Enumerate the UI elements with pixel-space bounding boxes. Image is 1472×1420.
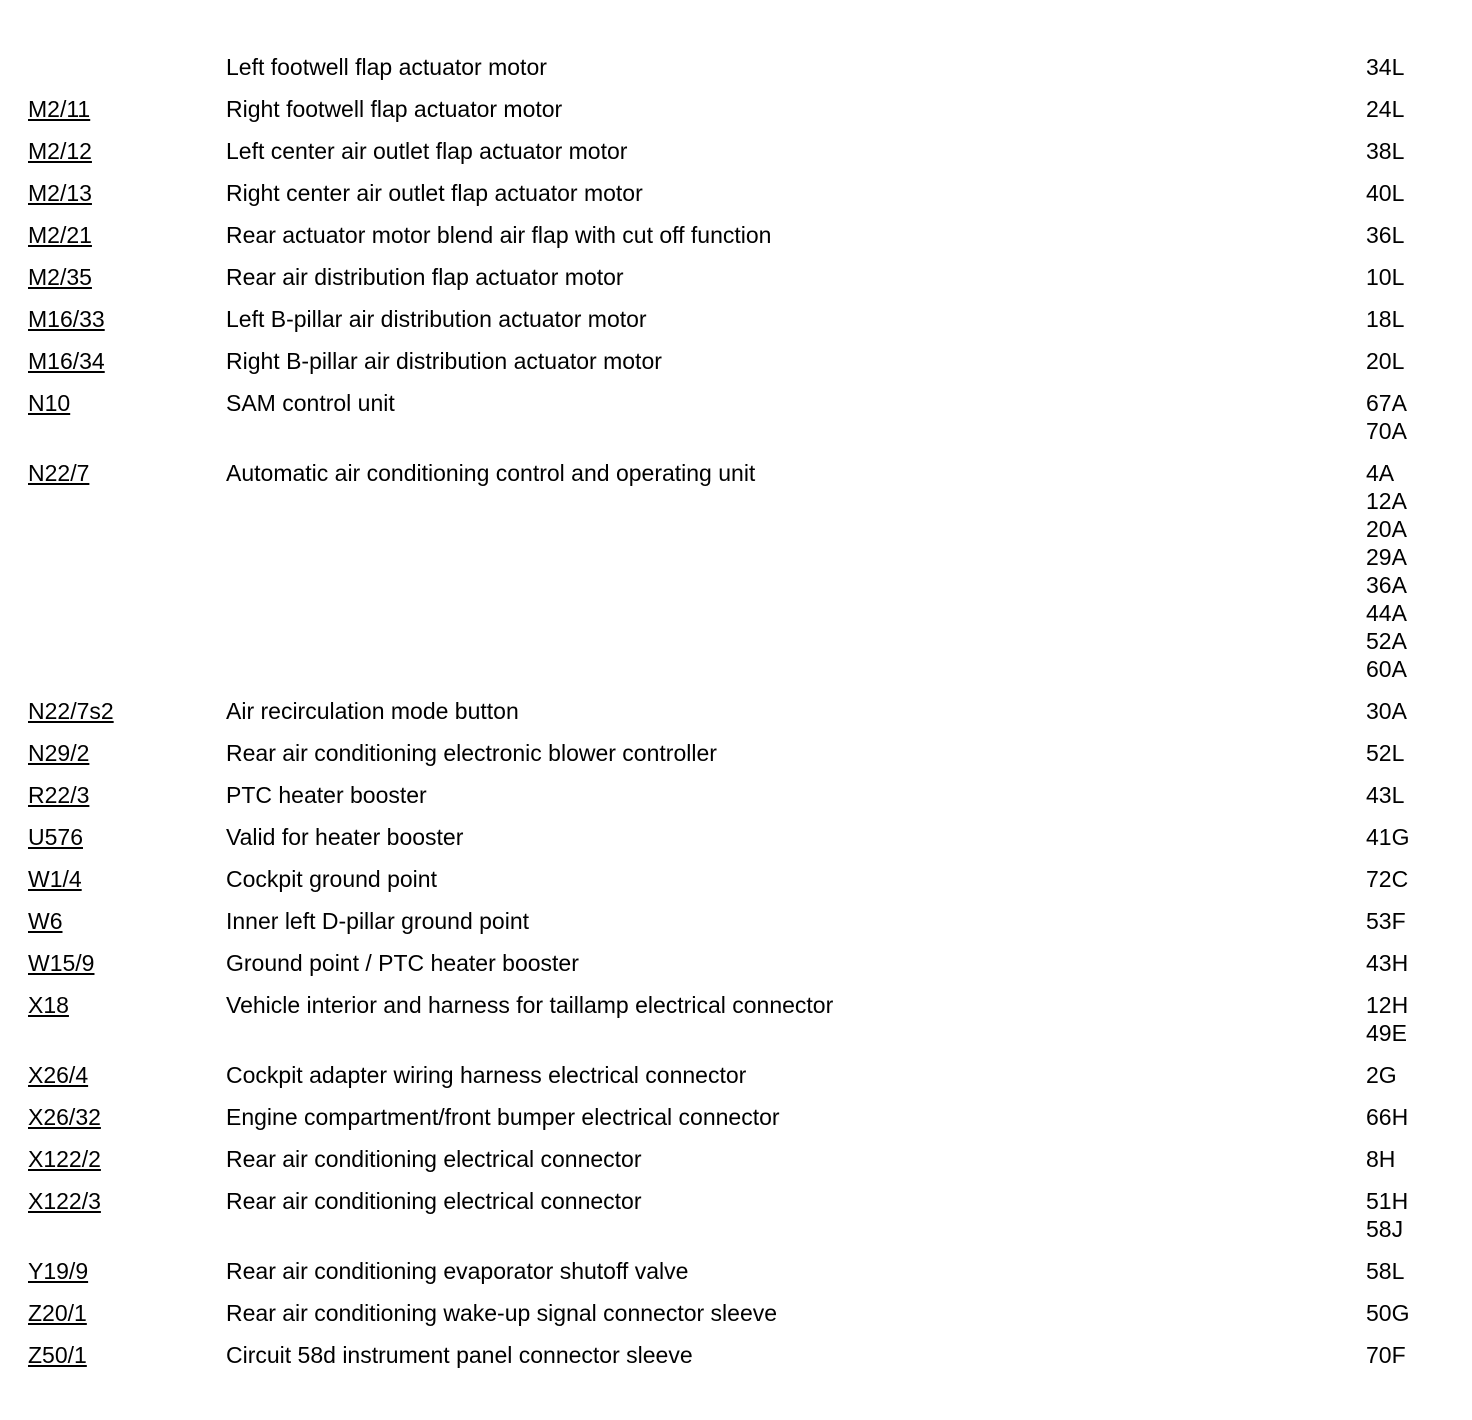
component-code-link[interactable]: X18: [28, 992, 69, 1018]
component-description: Rear air conditioning wake-up signal connector sleeve: [226, 1300, 778, 1326]
grid-reference: 50G: [1366, 1300, 1410, 1326]
grid-reference: 58L: [1366, 1258, 1405, 1284]
grid-reference-list: [1366, 221, 1404, 249]
component-description: Right footwell flap actuator motor: [226, 96, 563, 122]
grid-reference: 2G: [1366, 1062, 1397, 1088]
legend-row: [28, 389, 1458, 445]
component-code-link[interactable]: X26/4: [28, 1062, 89, 1088]
component-description: Left footwell flap actuator motor: [226, 54, 547, 80]
component-description: Circuit 58d instrument panel connector sleeve: [226, 1342, 693, 1368]
grid-reference-list: [1366, 53, 1404, 81]
grid-reference-list: [1366, 949, 1408, 977]
grid-reference: 58J: [1366, 1216, 1404, 1242]
component-code-link[interactable]: N22/7s2: [28, 698, 114, 724]
component-description: Left center air outlet flap actuator motor: [226, 138, 628, 164]
component-description: Right center air outlet flap actuator motor: [226, 180, 643, 206]
grid-reference: 67A: [1366, 390, 1407, 416]
component-code-link[interactable]: N29/2: [28, 740, 90, 766]
legend-row: [28, 1341, 1458, 1369]
component-code-link[interactable]: M2/21: [28, 222, 92, 248]
grid-reference-list: [1366, 697, 1407, 725]
legend-row: [28, 1061, 1458, 1089]
legend-row: [28, 739, 1458, 767]
legend-row: [28, 781, 1458, 809]
legend-row: [28, 865, 1458, 893]
legend-row: [28, 1187, 1458, 1243]
legend-row: [28, 1299, 1458, 1327]
component-code-link[interactable]: M2/12: [28, 138, 92, 164]
component-description: Vehicle interior and harness for taillamp electrical connector: [226, 992, 834, 1018]
component-code-link[interactable]: M2/13: [28, 180, 92, 206]
grid-reference: 49E: [1366, 1020, 1407, 1046]
component-description: Valid for heater booster: [226, 824, 464, 850]
component-code-link[interactable]: U576: [28, 824, 83, 850]
grid-reference: 52A: [1366, 628, 1407, 654]
component-description: Rear air distribution flap actuator motor: [226, 264, 624, 290]
grid-reference-list: [1366, 347, 1404, 375]
legend-row: [28, 907, 1458, 935]
grid-reference-list: [1366, 1103, 1408, 1131]
grid-reference: 53F: [1366, 908, 1406, 934]
legend-row: [28, 53, 1458, 81]
component-code-link[interactable]: N22/7: [28, 460, 90, 486]
component-description: Rear actuator motor blend air flap with cut off function: [226, 222, 772, 248]
legend-row: [28, 221, 1458, 249]
grid-reference: 20L: [1366, 348, 1405, 374]
component-description: Rear air conditioning electrical connector: [226, 1146, 642, 1172]
legend-row: [28, 1103, 1458, 1131]
grid-reference: 66H: [1366, 1104, 1409, 1130]
component-description: Rear air conditioning electrical connector: [226, 1188, 642, 1214]
component-description: Cockpit ground point: [226, 866, 437, 892]
grid-reference: 70A: [1366, 418, 1407, 444]
grid-reference-list: [1366, 907, 1406, 935]
component-code-link[interactable]: N10: [28, 390, 71, 416]
grid-reference-list: [1366, 781, 1404, 809]
grid-reference-list: [1366, 179, 1404, 207]
component-code-link: [28, 53, 226, 81]
grid-reference-list: [1366, 95, 1404, 123]
component-description: PTC heater booster: [226, 782, 427, 808]
grid-reference-list: [1366, 823, 1409, 851]
grid-reference: 36L: [1366, 222, 1405, 248]
component-description: Automatic air conditioning control and operating unit: [226, 460, 756, 486]
grid-reference: 30A: [1366, 698, 1407, 724]
grid-reference: 20A: [1366, 516, 1407, 542]
grid-reference-list: [1366, 305, 1404, 333]
component-code-link[interactable]: M16/33: [28, 306, 105, 332]
grid-reference: 29A: [1366, 544, 1407, 570]
grid-reference-list: [1366, 1145, 1395, 1173]
legend-row: [28, 991, 1458, 1047]
component-code-link[interactable]: W6: [28, 908, 63, 934]
grid-reference-list: [1366, 263, 1404, 291]
grid-reference-list: [1366, 137, 1404, 165]
component-code-link[interactable]: R22/3: [28, 782, 90, 808]
component-code-link[interactable]: X122/2: [28, 1146, 101, 1172]
grid-reference: 24L: [1366, 96, 1405, 122]
grid-reference-list: [1366, 1061, 1397, 1089]
legend-row: [28, 95, 1458, 123]
component-description: Rear air conditioning evaporator shutoff valve: [226, 1258, 689, 1284]
grid-reference: 4A: [1366, 460, 1395, 486]
component-description: Engine compartment/front bumper electrical connector: [226, 1104, 780, 1130]
grid-reference: 51H: [1366, 1188, 1409, 1214]
legend-row: [28, 823, 1458, 851]
component-code-link[interactable]: M16/34: [28, 348, 105, 374]
component-description: Left B-pillar air distribution actuator motor: [226, 306, 647, 332]
grid-reference: 43L: [1366, 782, 1405, 808]
grid-reference: 52L: [1366, 740, 1405, 766]
legend-row: [28, 347, 1458, 375]
component-description: Inner left D-pillar ground point: [226, 908, 529, 934]
grid-reference: 8H: [1366, 1146, 1396, 1172]
component-description: Right B-pillar air distribution actuator motor: [226, 348, 662, 374]
grid-reference: 34L: [1366, 54, 1405, 80]
legend-row: [28, 1145, 1458, 1173]
grid-reference-list: [1366, 1257, 1404, 1285]
grid-reference-list: [1366, 389, 1407, 445]
component-code-link[interactable]: W15/9: [28, 950, 95, 976]
grid-reference-list: [1366, 991, 1408, 1047]
grid-reference: 12A: [1366, 488, 1407, 514]
grid-reference: 70F: [1366, 1342, 1406, 1368]
grid-reference: 12H: [1366, 992, 1409, 1018]
grid-reference-list: [1366, 1341, 1406, 1369]
component-code-link[interactable]: X122/3: [28, 1188, 101, 1214]
grid-reference: 10L: [1366, 264, 1405, 290]
legend-row: [28, 263, 1458, 291]
component-legend-table: [28, 53, 1458, 1383]
grid-reference-list: [1366, 865, 1408, 893]
component-code-link[interactable]: W1/4: [28, 866, 82, 892]
component-code-link[interactable]: Z20/1: [28, 1300, 87, 1326]
grid-reference: 60A: [1366, 656, 1407, 682]
legend-row: [28, 697, 1458, 725]
grid-reference: 43H: [1366, 950, 1409, 976]
component-code-link[interactable]: M2/11: [28, 96, 91, 122]
component-description: Air recirculation mode button: [226, 698, 519, 724]
component-code-link[interactable]: X26/32: [28, 1104, 101, 1130]
legend-row: [28, 459, 1458, 683]
component-description: Ground point / PTC heater booster: [226, 950, 579, 976]
grid-reference: 44A: [1366, 600, 1407, 626]
legend-row: [28, 179, 1458, 207]
legend-row: [28, 305, 1458, 333]
grid-reference: 41G: [1366, 824, 1410, 850]
grid-reference-list: [1366, 739, 1404, 767]
component-code-link[interactable]: Y19/9: [28, 1258, 89, 1284]
grid-reference: 40L: [1366, 180, 1405, 206]
grid-reference-list: [1366, 459, 1407, 683]
legend-row: [28, 1257, 1458, 1285]
component-description: SAM control unit: [226, 390, 395, 416]
grid-reference: 38L: [1366, 138, 1405, 164]
component-code-link[interactable]: Z50/1: [28, 1342, 87, 1368]
grid-reference: 18L: [1366, 306, 1405, 332]
component-code-link[interactable]: M2/35: [28, 264, 92, 290]
grid-reference-list: [1366, 1187, 1408, 1243]
grid-reference: 36A: [1366, 572, 1407, 598]
component-description: Cockpit adapter wiring harness electrical connector: [226, 1062, 747, 1088]
grid-reference-list: [1366, 1299, 1409, 1327]
legend-row: [28, 137, 1458, 165]
component-description: Rear air conditioning electronic blower controller: [226, 740, 717, 766]
grid-reference: 72C: [1366, 866, 1409, 892]
legend-row: [28, 949, 1458, 977]
